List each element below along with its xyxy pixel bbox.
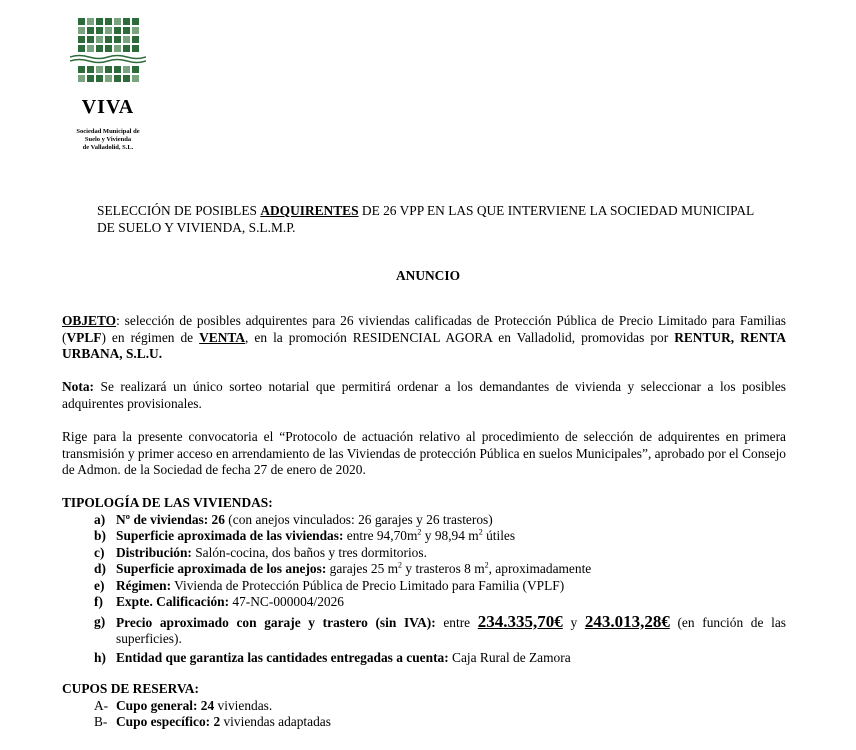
logo-mosaic-bottom-icon [78,66,139,82]
list-item: A- Cupo general: 24 viviendas. [94,697,273,713]
cupos-section [62,681,786,731]
list-item: b) Superficie aproximada de las viviendas: entre $94,70m^2$ y 98,94 $m^2$ útiles [94,527,516,543]
price-max: 243.013,28€ [584,611,670,631]
heading-underlined: ADQUIRENTES [260,203,359,218]
objeto-paragraph: OBJETO: selección de posibles adquirentes para 26 viviendas calificadas de Protección Pública de Precio Limitado para Familias (VPLF) en régimen de VENTA, en la promoción RESIDENCIAL AGORA en Valladolid, promovidas por RENTUR, RENTA URBANA, S.L.U. [62,313,786,361]
tipologia-title: TIPOLOGÍA DE LAS VIVIENDAS: [62,495,273,510]
logo-mosaic-icon [78,18,139,52]
tipologia-list [62,512,786,667]
viva-logo [70,18,146,152]
list-item: d) Superficie aproximada de los anejos: garajes 25 $m^2$ y trasteros 8 $m^2$, aproximadamente [94,560,592,576]
cupos-title: CUPOS DE RESERVA: [62,681,199,696]
list-item: a) Nº de viviendas: 26 (con anejos vinculados: 26 garajes y 26 trasteros) [94,511,493,527]
tipologia-section [62,495,786,666]
nota-paragraph: Nota: Se realizará un único sorteo notarial que permitirá ordenar a los demandantes de vivienda y seleccionar a los posibles adquirentes provisionales. [62,379,786,411]
document-title: ANUNCIO [396,268,460,283]
list-item: g) Precio aproximado con garaje y trastero (sin IVA): entre 234.335,70€ y 243.013,28€ (en función de las superficies). [94,611,786,646]
document-heading: SELECCIÓN DE POSIBLES ADQUIRENTES DE 26 VPP EN LAS QUE INTERVIENE LA SOCIEDAD MUNICIPAL DE SUELO Y VIVIENDA, S.L.M.P. [97,203,754,235]
cupos-list [62,698,786,731]
logo-title: VIVA [81,96,135,118]
list-item: f) Expte. Calificación: 47-NC-000004/2026 [94,594,344,609]
logo-wave-icon [70,54,146,64]
list-item: e) Régimen: Vivienda de Protección Pública de Precio Limitado para Familia (VPLF) [94,577,565,593]
list-item: h) Entidad que garantiza las cantidades entregadas a cuenta: Caja Rural de Zamora [94,649,571,665]
rige-paragraph: Rige para la presente convocatoria el “Protocolo de actuación relativo al procedimiento de selección de adquirentes en primera transmisión y primer acceso en arrendamiento de las Viviendas de protección Pública en suelos Municipales”, aprobado por el Consejo de Admon. de la Sociedad de fecha 27 de enero de 2020. [62,429,786,477]
list-item: c) Distribución: Salón-cocina, dos baños y tres dormitorios. [94,544,427,560]
list-item: B- Cupo específico: 2 viviendas adaptadas [94,714,331,729]
price-min: 234.335,70€ [477,611,563,631]
logo-subtitle: Sociedad Municipal de Suelo y Vivienda de Valladolid, S.L. [76,128,140,151]
